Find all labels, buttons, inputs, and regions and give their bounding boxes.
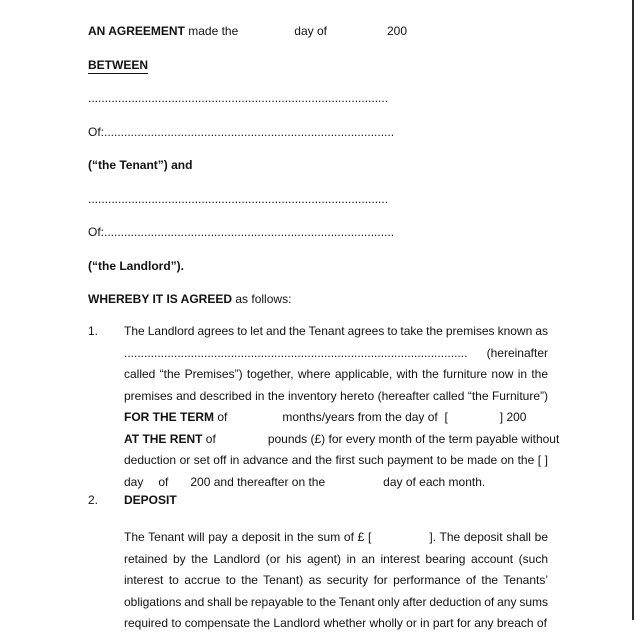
whereby-line: [88, 292, 548, 321]
clause-2-paragraph: [88, 527, 548, 635]
clause-2-number: 2.: [88, 493, 99, 507]
line8-day: day: [124, 474, 144, 489]
opening-year: 200: [386, 24, 408, 38]
month-blank-space: [327, 34, 387, 35]
clause-1-line-1: The Landlord agrees to let and the Tenant agrees to take the premises known as: [124, 324, 548, 338]
party1-of-dots: Of:.......................................................................................: [88, 124, 395, 139]
line8-blank-3: [325, 485, 383, 486]
clause-1: [88, 321, 560, 493]
clause-1-line-3: called “the Premises”) together, where applicable, with the furniture now in the: [124, 367, 548, 381]
clause-1-line-7: deduction or set off in advance and the first such payment to be made on the [ ]: [124, 453, 548, 467]
term-of: of: [217, 410, 228, 424]
premises-dotted-field: .......................................................................................................: [124, 345, 468, 360]
rent-rest: pounds (£) for every month of the term payable without: [267, 431, 560, 446]
clause-1-line-8: [124, 472, 548, 494]
term-bold: FOR THE TERM: [124, 410, 214, 424]
clause-1-number: 1.: [88, 324, 99, 338]
clause-2-body: [124, 527, 548, 635]
rent-bold: AT THE RENT: [124, 431, 203, 446]
clause-2-line-2: retained by the Landlord (or his agent) in an interest bearing account (such: [124, 551, 548, 566]
line8-thereafter: 200 and thereafter on the: [190, 474, 326, 489]
party2-name-dotted-field: [88, 192, 548, 226]
deposit-bracket-blank: [371, 540, 429, 541]
clause-1-line-4: premises and described in the inventory hereto (hereafter called “the Furniture”): [124, 388, 548, 403]
party2-of-dots: Of:.......................................................................................: [88, 225, 395, 239]
party2-address-dotted-field: [88, 225, 548, 259]
clause-1-rent-line: [124, 429, 560, 451]
document-content: [88, 24, 560, 635]
line8-of: of: [158, 474, 169, 489]
party1-role-line: [88, 158, 548, 192]
party2-name-dots: ..........................................................................................: [88, 191, 389, 206]
clause-2-line-3: interest to accrue to the Tenant) as security for performance of the Tenants’: [124, 573, 548, 587]
deposit-line1-post: ]. The deposit shall be: [429, 530, 548, 544]
clause-2-heading-cell: [124, 493, 548, 527]
opening-day-of: day of: [294, 24, 327, 38]
clause-2-heading-row: [88, 493, 548, 527]
party1-role: (“the Tenant”) and: [88, 158, 193, 172]
opening-lead-bold: AN AGREEMENT: [88, 24, 185, 38]
party2-role: (“the Landlord”).: [88, 258, 184, 273]
whereby-bold: WHEREBY IT IS AGREED: [88, 292, 233, 306]
opening-line: [88, 24, 548, 58]
clause-1-line-2: [124, 343, 548, 365]
party1-name-dots: ..........................................................................................: [88, 91, 389, 105]
term-blank-space: [227, 420, 282, 421]
day-blank-space: [238, 34, 294, 35]
between-heading-line: [88, 58, 548, 92]
between-heading: BETWEEN: [88, 57, 148, 72]
line8-blank-2: [168, 485, 190, 486]
clause-2-line-4: obligations and shall be repayable to the Tenant only after deduction of any sums: [124, 594, 548, 609]
term-bracket-open: [: [444, 410, 448, 424]
term-bracket-close: ] 200: [499, 410, 527, 424]
line8-day-of-month: day of each month.: [383, 474, 486, 489]
hereinafter-text: (hereinafter: [486, 345, 548, 360]
page-edge-line: [632, 0, 634, 620]
party1-address-dotted-field: [88, 125, 548, 159]
whereby-rest: as follows:: [235, 292, 292, 306]
rent-blank-space: [216, 442, 268, 443]
clause-1-body: [124, 321, 560, 493]
clause-2-line-1: [124, 527, 548, 549]
clause-2-line-5: required to compensate the Landlord whether wholly or in part for any breach of: [124, 616, 547, 630]
clause-2-heading: DEPOSIT: [124, 493, 177, 507]
term-middle: months/years from the day of: [282, 410, 438, 424]
line8-blank-1: [143, 485, 158, 486]
party1-name-dotted-field: [88, 91, 548, 125]
rent-of: of: [205, 431, 216, 446]
term-bracket-blank: [448, 420, 500, 421]
party2-role-line: [88, 259, 548, 293]
deposit-line1-pre: The Tenant will pay a deposit in the sum of £ [: [124, 530, 372, 544]
clause-2-paragraph-gutter: [88, 527, 124, 635]
clause-1-term-line: [124, 407, 548, 429]
opening-lead-rest: made the: [188, 24, 239, 38]
